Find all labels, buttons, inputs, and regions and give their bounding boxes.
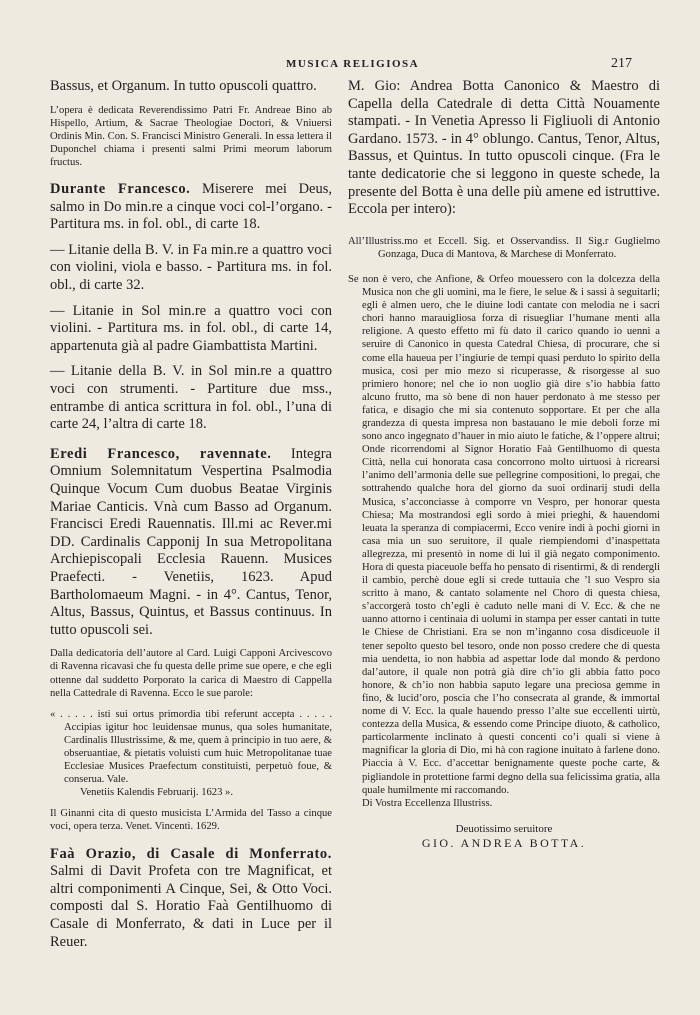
entry-litanie-fa: — Litanie della B. V. in Fa min.re a quattro voci con violini, viola e basso. - Partitura ms. in fol. obl., di carte 32. — [50, 241, 332, 294]
entry-continuation: Bassus, et Organum. In tutto opuscoli quattro. — [50, 78, 317, 94]
entry-litanie-sol-strumenti: — Litanie della B. V. in Sol min.re a quattro voci con strumenti. - Partiture due mss., entrambe di antica scrittura in fol. obl., l’una di carte 24, l’altra di carte 18. — [50, 363, 332, 433]
entry-eredi — [50, 446, 332, 640]
page-header — [0, 58, 700, 78]
entry-name: Eredi Francesco, ravennate. — [50, 445, 272, 462]
dedication-note: L’opera è dedicata Reverendissimo Patri Fr. Andreae Bino ab Hispello, Artium, & Sacrae Theologiae Doctori, & Vniuersi Ordinis Min. Con. S. Francisci Ministro Generali. In essa lettera il Duponchel chiama i presenti salmi Primi meorum laborum fructus. — [50, 104, 332, 168]
right-column — [348, 78, 660, 851]
entry-durante — [50, 181, 332, 234]
entry-text: Miserere mei Deus, salmo in Do min.re a cinque voci col-l’organo. - Partitura ms. in fol. obl., di carte 18. — [50, 181, 332, 233]
dedication-address: All’Illustriss.mo et Eccell. Sig. et Osservandiss. Il Sig.r Guglielmo Gonzaga, Duca di Mantova, & Marchese di Monferrato. — [348, 235, 660, 260]
entry-faa-continuation: M. Gio: Andrea Botta Canonico & Maestro di Capella della Catedrale di detta Città Nouamente stampati. - In Venetia Apresso li Figliuoli di Antonio Gardano. 1573. - in 4° oblungo. Cantus, Tenor, Altus, Bassus, et Quintus. In tutto opuscoli cinque. (Fra le tante dedicatorie che si leggono in queste schede, la presente del Botta è una delle più amene ed istruttive. Eccola per intero): — [348, 78, 660, 218]
letter-signature: GIO. ANDREA BOTTA. — [421, 835, 587, 850]
letter-closing: Di Vostra Eccellenza Illustriss. — [362, 797, 493, 809]
entry-text: Integra Omnium Solemnitatum Vespertina Psalmodia Quinque Vocum Cum duobus Beatae Virginis Mariae Canticis. Vnà cum Basso ad Organum. Francisci Eredi Rauennatis. Ill.mi ac Rever.mi DD. Cardinalis Capponij In sua Metropolitana Archiepiscopali Ecclesia Rauenn. Musices Praefecti. - Venetiis, 1623. Apud Bartholomaeum Magni. - in 4°. Cantus, Tenor, Altus, Bassus, Quintus, et Bassus continuus. In tutto opuscoli sei. — [50, 445, 332, 638]
entry-litanie-sol: — Litanie in Sol min.re a quattro voci con violini. - Partitura ms. in fol. obl., di carte 14, appartenuta già al padre Giambattista Martini. — [50, 302, 332, 354]
latin-quotation: « . . . . . isti sui ortus primordia tibi referunt accepta . . . . . Accipias igitur hoc leuidensae munus, qua soles humanitate, Cardinalis Illustrissime, & me, quem à principio in tuo aere, & obseruantiae, & pietatis voluisti cum huic Metropolitanae tuae Ecclesiae Musices Praefectum constituisti, perpetuò foue, & conserua. Vale. — [50, 708, 332, 786]
ginanni-note: Il Ginanni cita di questo musicista L’Armida del Tasso a cinque voci, opera terza. Venet. Vincenti. 1629. — [50, 808, 332, 833]
letter-valediction: Deuotissimo seruitore — [455, 822, 553, 835]
dedication-letter: Se non è vero, che Anfione, & Orfeo mouessero con la dolcezza della Musica non che gli uomini, ma le fiere, le selue & i sassi à seguitarli; egli è almen uero, che le diuine lodi cantate con melodia ne i sacri chori hanno marauigliosa forza di risuegliar l’humane menti alla religione. A questo effetto mi fù dato il carico quando io uenni a seruire di Canonico in questa Catedral Chiesa, di procurare, che si come ella haueua per l’ingiurie de tempi quasi perduto lo spirito della musica, così per mio mezo si ricuperasse, & risorgesse al suo primiero honore; nel che io non uoglio già dire s’io habbia fatto alcuno frutto, ma sò bene di non hauer perdonato à me stesso per fatica, e disagio che mi sia contenuto sopportare. Et per che alla grandezza di questa impresa non bastauano le mie deboli forze mi sono anco ingegnato d’hauer in mio aiuto le fatiche, & l’oppere altrui; Onde ricorrendomi al Signor Horatio Faà Gentilhuomo di questa Città, nella cui honorata casa concorrono molto uirtuosi à ricrearsi l’animo dell’armonia delle sue pellegrine compositioni, lo pregai, che sottrahendo qualche hora del giorno da suoi ordinarij studi della Musica, s’acconciasse à comporre vn Vespro, per honorar questa Chiesa; Ma mostrandosi egli sordo à miei prieghi, & hauendomi leuata la speranza di compiacermi, Ecco venire indi à pochi giorni in casa mia un suo seruitore, il quale riempiendomi d’inaspettata allegrezza, mi presentò in nome di lui il già negato componimento. Hora di questa piaceuole beffa ho pensato di risentirmi, & di rendergli il cambio, perchè doue egli si crede tuttauia che ’l suo Vespro sia scritto à mano, & cantato solamente nel Choro di questa chiesa, s’accorgerà tosto ch’egli è caduto nelle mani di V. Ecc. & che ne uanno attorno i centinaia di uolumi in stampa per esser cantati in tutte le Chiese de Christiani. Era se non m’inganno cosa disdiceuole il tener sepolto questo bel tesoro, onde non posso credere che di questa mia uendetta, io non habbia ad aspettar lode dal mondo & perdono dal’autore, il quale non potrà già dire ch’io gli abbia fatto poco honore, & ch’io non habbia saputo legare una preciosa gemme in fino, & lucid’oro, poscia che l’ho consecrata al grande, & immortal nome di V. Ecc. la quale hauendo presso l’alte sue eccellenti uirtù, contezza della Musica, & essendo come Principe diuoto, & catholico, particolarmente inclinato à questi concenti co’i quali si viene à magnificar la gloria di Dio, mi hà con ragione inuitato à farlene dono. Piaccia à V. Ecc. d’accettar benignamente queste poche carte, & pigliandole in protettione farmi degno della sua felicissima gratia, alla quale humilmente mi raccomando. — [348, 273, 660, 796]
entry-name: Durante Francesco. — [50, 181, 191, 198]
left-column — [50, 78, 332, 951]
running-title: MUSICA RELIGIOSA — [286, 58, 420, 70]
entry-faa — [50, 846, 332, 952]
entry-text: Salmi di Davit Profeta con tre Magnificat, et altri componimenti A Cinque, Sei, & Otto Voci. composti dal S. Horatio Faà Gentilhuomo di Casale di Monferrato, & dati in Luce per il Reuer. — [50, 863, 332, 950]
page-number: 217 — [611, 56, 632, 71]
dedication-note: Dalla dedicatoria dell’autore al Card. Luigi Capponi Arcivescovo di Ravenna ricavasi che fu questa delle prime sue opere, e che egli ottenne dal suddetto Porporato la carica di Maestro di Cappella nella Cattedrale di Ravenna. Ecco le sue parole: — [50, 648, 332, 699]
entry-name: Faà Orazio, di Casale di Monferrato. — [50, 845, 332, 862]
quotation-date: Venetiis Kalendis Februarij. 1623 ». — [80, 787, 233, 799]
